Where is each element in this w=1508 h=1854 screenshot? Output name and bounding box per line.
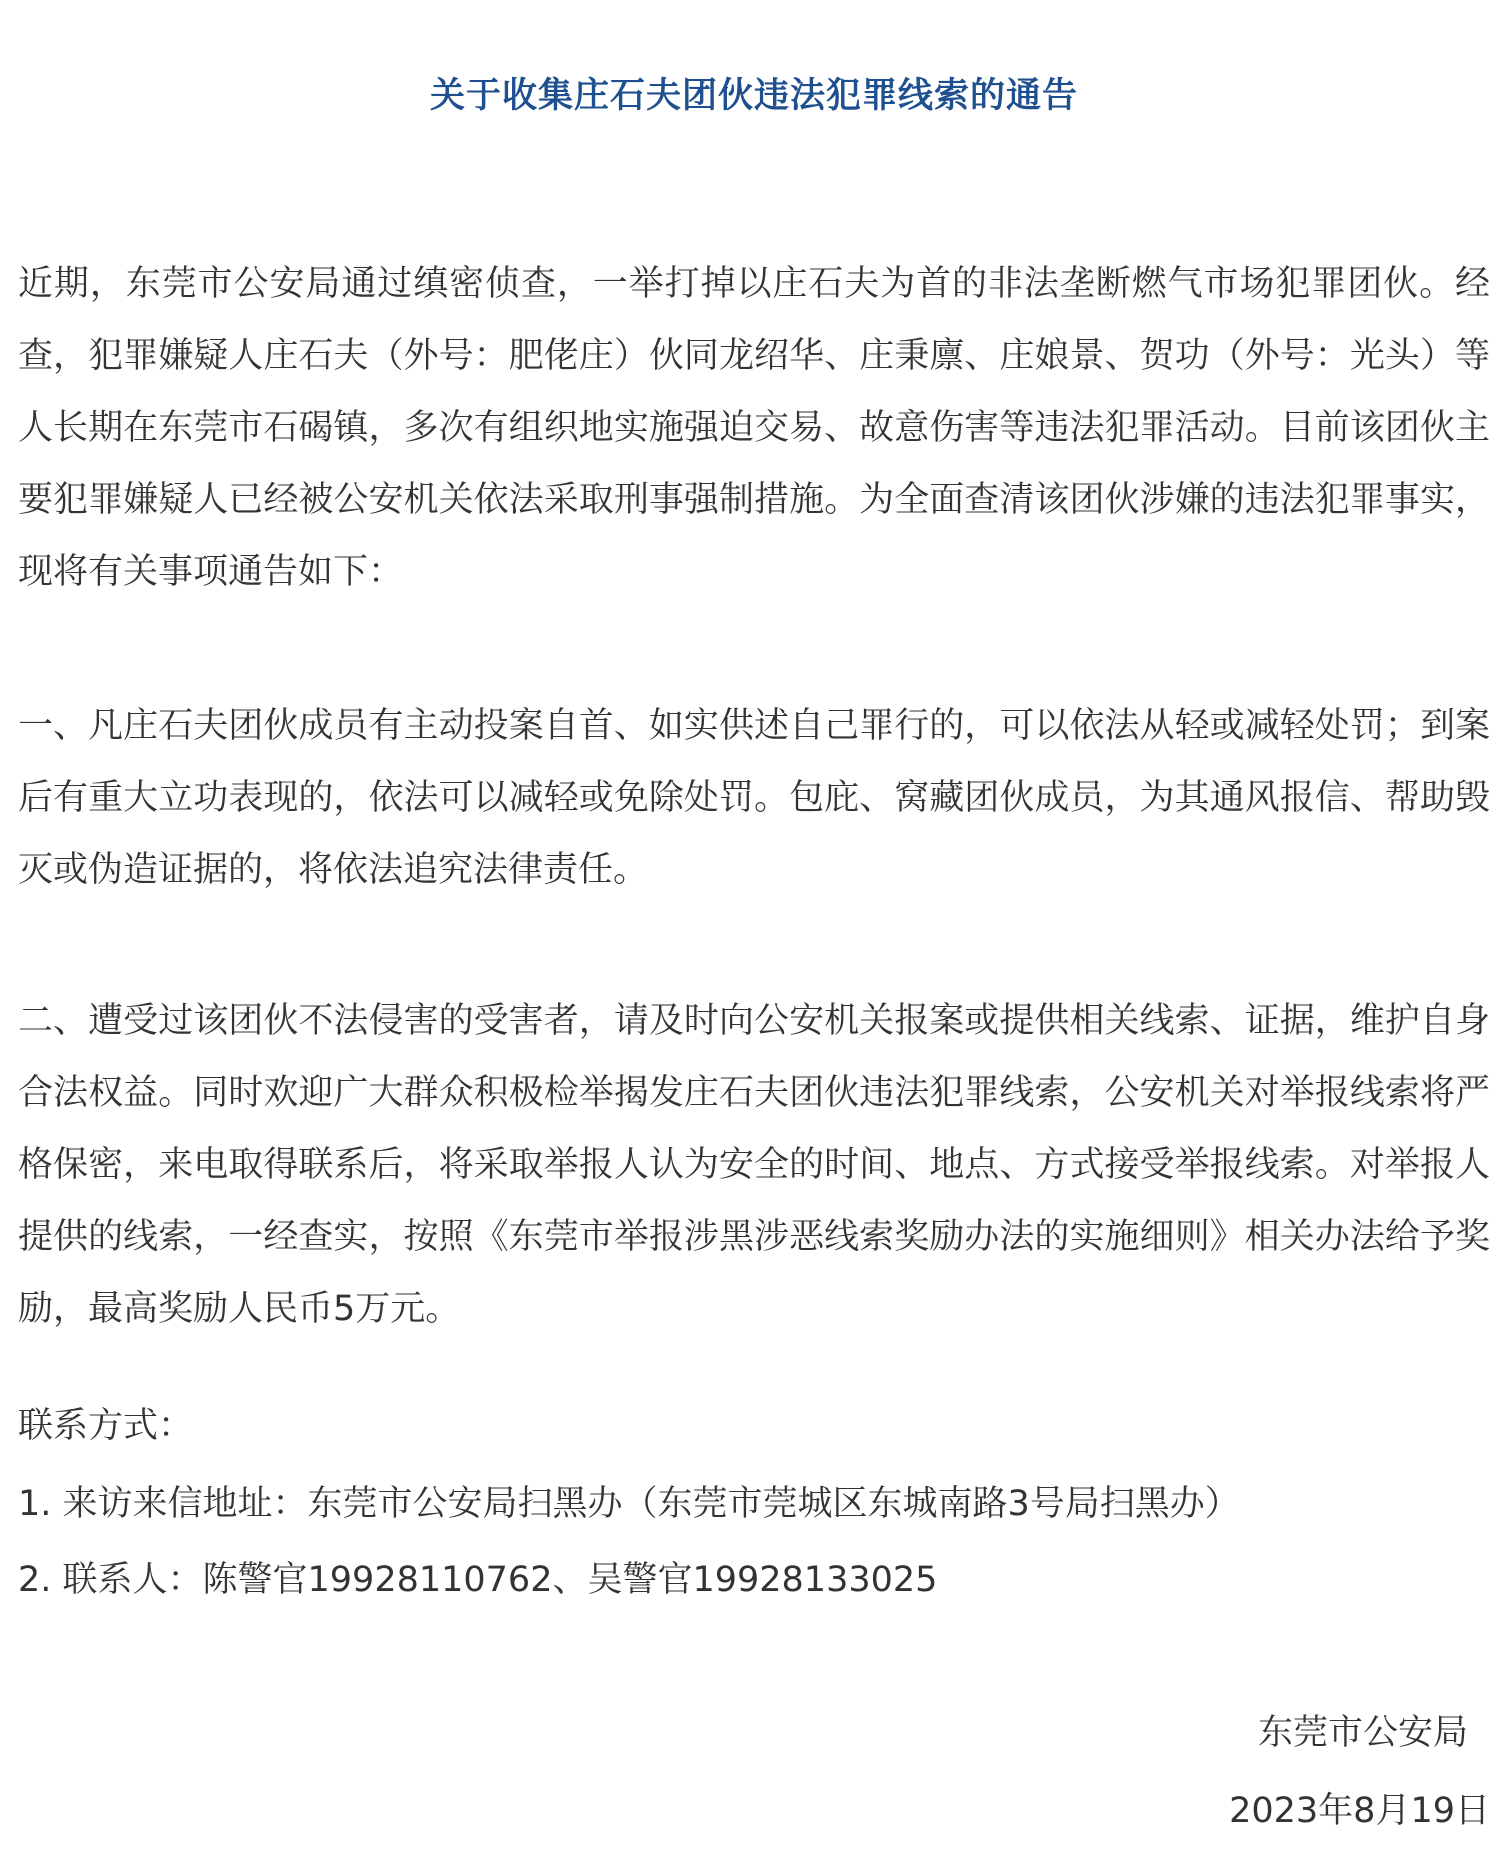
contact-heading: 联系方式： [18, 1406, 194, 1446]
signature-date: 2023年8月19日 [1229, 1791, 1490, 1831]
contact-address: 1. 来访来信地址：东莞市公安局扫黑办（东莞市莞城区东城南路3号局扫黑办） [18, 1484, 1240, 1524]
signature-block [1229, 1694, 1490, 1850]
notice-title: 关于收集庄石夫团伙违法犯罪线索的通告 [429, 76, 1078, 116]
section-one-paragraph: 一、凡庄石夫团伙成员有主动投案自首、如实供述自己罪行的，可以依法从轻或减轻处罚；到案后有重大立功表现的，依法可以减轻或免除处罚。包庇、窝藏团伙成员，为其通风报信、帮助毁灭或伪造证据的，将依法追究法律责任。 [18, 706, 1490, 890]
intro-paragraph: 近期，东莞市公安局通过缜密侦查，一举打掉以庄石夫为首的非法垄断燃气市场犯罪团伙。经查，犯罪嫌疑人庄石夫（外号：肥佬庄）伙同龙绍华、庄秉廪、庄娘景、贺功（外号：光头）等人长期在东莞市石碣镇，多次有组织地实施强迫交易、故意伤害等违法犯罪活动。目前该团伙主要犯罪嫌疑人已经被公安机关依法采取刑事强制措施。为全面查清该团伙涉嫌的违法犯罪事实，现将有关事项通告如下： [18, 264, 1490, 592]
signature-organization: 东莞市公安局 [1257, 1713, 1468, 1753]
section-two-paragraph: 二、遭受过该团伙不法侵害的受害者，请及时向公安机关报案或提供相关线索、证据，维护自身合法权益。同时欢迎广大群众积极检举揭发庄石夫团伙违法犯罪线索，公安机关对举报线索将严格保密，来电取得联系后，将采取举报人认为安全的时间、地点、方式接受举报线索。对举报人提供的线索，一经查实，按照《东莞市举报涉黑涉恶线索奖励办法的实施细则》相关办法给予奖励，最高奖励人民币5万元。 [18, 1001, 1490, 1329]
contact-persons: 2. 联系人：陈警官19928110762、吴警官19928133025 [18, 1560, 938, 1600]
contact-list [18, 1466, 1240, 1618]
